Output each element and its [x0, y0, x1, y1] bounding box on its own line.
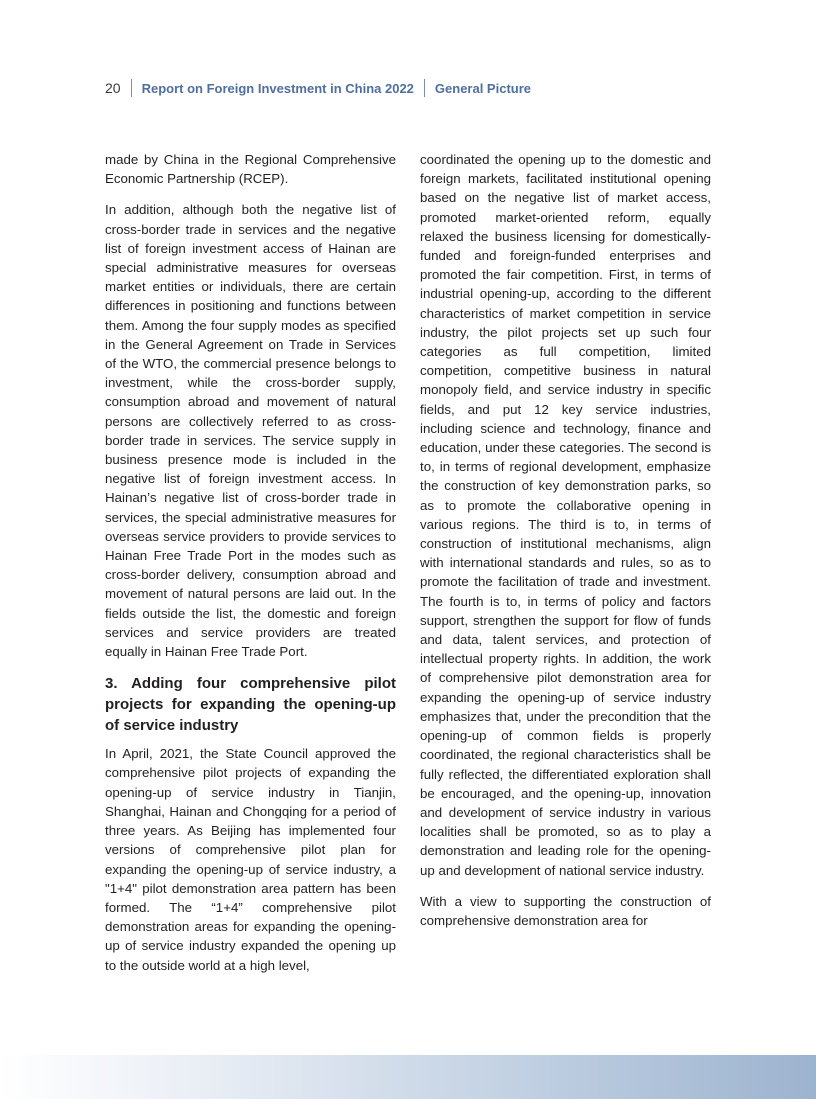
header-divider: [131, 79, 132, 97]
page-number: 20: [105, 80, 121, 96]
paragraph: In addition, although both the negative list of cross-border trade in services and the negative list of foreign investment access of Hainan are special administrative measures for overseas market entities or individuals, there are certain differences in positioning and functions between them. Among the four supply modes as specified in the General Agreement on Trade in Services of the WTO, the commercial presence belongs to investment, while the cross-border supply, consumption abroad and movement of natural persons are collectively referred to as cross-border trade in services. The service supply in business presence mode is included in the negative list of foreign investment access. In Hainan’s negative list of cross-border trade in services, the special administrative measures for overseas service providers to provide services to Hainan Free Trade Port in the modes such as cross-border delivery, consumption abroad and movement of natural persons are laid out. In the fields outside the list, the domestic and foreign services and service providers are treated equally in Hainan Free Trade Port.: [105, 202, 396, 660]
right-column: [420, 150, 711, 942]
page-header: [105, 78, 531, 98]
paragraph: In April, 2021, the State Council approved the comprehensive pilot projects of expanding the opening-up of service industry in Tianjin, Shanghai, Hainan and Chongqing for a period of three years. As Beijing has implemented four versions of comprehensive pilot plan for expanding the opening-up of service industry, a "1+4" pilot demonstration area pattern has been formed. The “1+4” comprehensive pilot demonstration areas for expanding the opening-up of service industry expanded the opening up to the outside world at a high level,: [105, 746, 396, 973]
section-title: General Picture: [434, 80, 532, 96]
left-column: [105, 150, 396, 987]
section-heading: 3. Adding four comprehensive pilot projects for expanding the opening-up of service industry: [105, 675, 396, 735]
report-title: Report on Foreign Investment in China 2022: [141, 80, 414, 96]
header-divider: [424, 79, 425, 97]
paragraph: coordinated the opening up to the domestic and foreign markets, facilitated institutional opening based on the negative list of market access, promoted market-oriented reform, equally relaxed the business licensing for domestically-funded and foreign-funded enterprises and promoted the fair competition. First, in terms of industrial opening-up, according to the different characteristics of market competition in service industry, the pilot projects set up such four categories as full competition, limited competition, competitive business in natural monopoly field, and service industry in specific fields, and put 12 key service industries, including science and technology, finance and education, under these categories. The second is to, in terms of regional development, emphasize the construction of key demonstration parks, so as to promote the collaborative opening in various regions. The third is to, in terms of construction of institutional mechanisms, align with international standards and rules, so as to promote the facilitation of trade and investment. The fourth is to, in terms of policy and factors support, strengthen the support for flow of funds and data, talent services, and protection of intellectual property rights. In addition, the work of comprehensive pilot demonstration area for expanding the opening-up of service industry emphasizes that, under the precondition that the opening-up of common fields is properly coordinated, the regional characteristics shall be fully reflected, the differentiated exploration shall be encouraged, and the opening-up, innovation and development of service industry in various localities shall be promoted, so as to play a demonstration and leading role for the opening-up and development of national service industry.: [420, 152, 711, 878]
paragraph: With a view to supporting the construction of comprehensive demonstration area for: [420, 893, 711, 928]
paragraph: made by China in the Regional Comprehensive Economic Partnership (RCEP).: [105, 152, 396, 187]
footer-gradient-band: [0, 1055, 816, 1099]
